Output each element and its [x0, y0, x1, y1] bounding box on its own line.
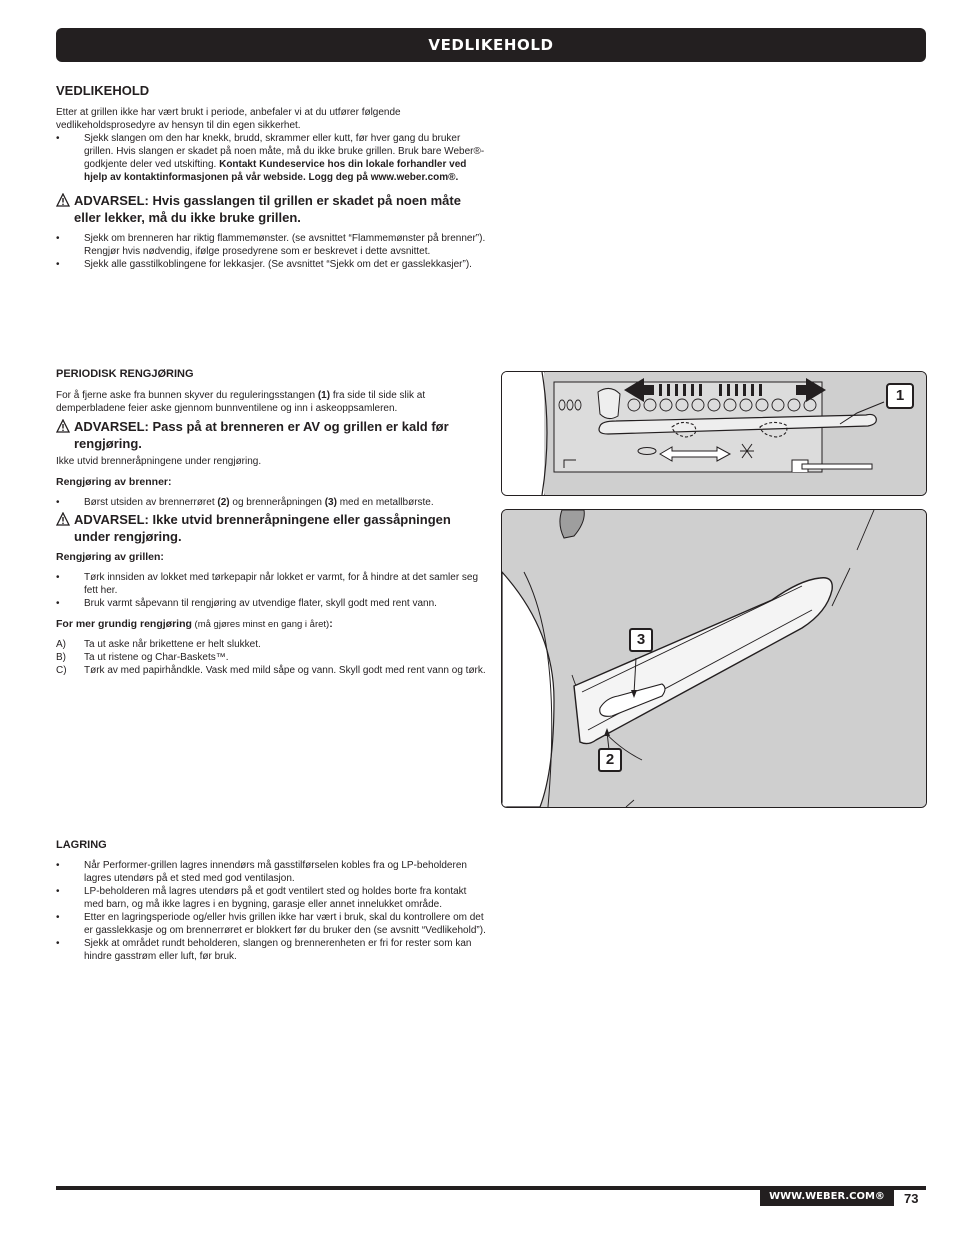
- hose-check-text: Sjekk slangen om den har knekk, brudd, skrammer eller kutt, før hver gang du bruker grillen. Hvis slangen er skadet på noen måte, må du ikke bruke grillen. Bruk bare Weber®-godkjente deler ved utskifting.: [84, 133, 485, 170]
- burner-off-warning-text: ADVARSEL: Pass på at brenneren er AV og grillen er kald før rengjøring.: [74, 419, 449, 451]
- burner-openings-warning: [56, 511, 486, 545]
- ash-sweep-figure: [501, 371, 927, 496]
- burner-openings-note: Ikke utvid brenneråpningene under rengjøring.: [56, 456, 262, 467]
- step-text: Ta ut ristene og Char-Baskets™.: [84, 652, 229, 663]
- section-header-bar: [56, 28, 926, 62]
- thorough-cleaning-steps: [56, 638, 486, 677]
- website-link[interactable]: WWW.WEBER.COM®: [769, 1191, 885, 1202]
- hose-warning-text: ADVARSEL: Hvis gasslangen til grillen er skadet på noen måte eller lekker, må du ikke bruke grillen.: [74, 193, 461, 225]
- grill-cleaning-list: [56, 571, 486, 610]
- list-item: [56, 937, 486, 963]
- list-item-text: Når Performer-grillen lagres innendørs må gasstilførselen kobles fra og LP-beholderen lagres utendørs på et sted med god ventilasjon.: [84, 860, 467, 884]
- warning-icon: [56, 193, 70, 207]
- warning-icon: [56, 419, 70, 433]
- bullet-marker: •: [56, 572, 60, 583]
- step-marker: C): [56, 665, 67, 676]
- bullet-marker: •: [56, 598, 60, 609]
- list-item-text: Børst utsiden av brennerrøret: [84, 497, 218, 508]
- maintenance-list: [56, 232, 486, 271]
- burner-tube-illustration: [502, 510, 926, 807]
- footer-url-box: [760, 1188, 894, 1206]
- list-item: [56, 597, 486, 610]
- burner-cleaning-subheading: Rengjøring av brenner:: [56, 476, 172, 488]
- step-text: Tørk av med papirhåndkle. Vask med mild såpe og vann. Skyll godt med rent vann og tørk.: [84, 665, 486, 676]
- periodic-cleaning-intro: [56, 389, 486, 415]
- maintenance-heading: VEDLIKEHOLD: [56, 83, 150, 98]
- list-item: [56, 859, 486, 885]
- list-item-text: LP-beholderen må lagres utendørs på et godt ventilert sted og holdes borte fra kontakt med barn, og må ikke lagres i en bygning, garasje eller annet innelukket område.: [84, 886, 467, 910]
- bullet-marker: •: [56, 860, 60, 871]
- list-item: [56, 638, 486, 651]
- bullet-marker: •: [56, 233, 60, 244]
- list-item: [56, 664, 486, 677]
- thorough-cleaning-subheading: [56, 618, 486, 630]
- intro-text: fra side til side slik at demperbladene feier aske gjennom bunnventilene og inn i askeoppsamleren.: [56, 390, 426, 414]
- section-title: VEDLIKEHOLD: [428, 36, 554, 54]
- burner-off-warning: [56, 418, 486, 452]
- storage-heading: LAGRING: [56, 839, 107, 851]
- list-item-text: Sjekk om brenneren har riktig flammemønster. (se avsnittet “Flammemønster på brenner”). Rengjør hvis nødvendig, ifølge prosedyrene som er beskrevet i dette avsnittet.: [84, 233, 486, 257]
- intro-text: For å fjerne aske fra bunnen skyver du reguleringsstangen: [56, 390, 318, 401]
- maintenance-section: [56, 83, 486, 271]
- frequency-note: (må gjøres minst en gang i året): [191, 619, 330, 630]
- maintenance-intro: Etter at grillen ikke har vært brukt i periode, anbefaler vi at du utfører følgende vedlikeholdsprosedyre av hensyn til din egen sikkerhet.: [56, 107, 401, 131]
- burner-openings-warning-text: ADVARSEL: Ikke utvid brenneråpningene eller gassåpningen under rengjøring.: [74, 512, 451, 544]
- colon: :: [329, 618, 333, 630]
- step-marker: A): [56, 639, 66, 650]
- periodic-cleaning-heading: PERIODISK RENGJØRING: [56, 368, 194, 380]
- list-item: [56, 571, 486, 597]
- burner-tube-figure: [501, 509, 927, 808]
- list-item: [56, 885, 486, 911]
- step-text: Ta ut aske når brikettene er helt slukket.: [84, 639, 261, 650]
- list-item: [56, 651, 486, 664]
- bullet-marker: •: [56, 497, 60, 508]
- storage-list: [56, 859, 486, 963]
- page-number: 73: [904, 1191, 919, 1206]
- list-item: [56, 496, 486, 509]
- callout-1: 1: [886, 383, 914, 409]
- contact-customer-service-text: Kontakt Kundeservice hos din lokale forhandler ved hjelp av kontaktinformasjonen på vår webside. Logg deg på www.weber.com®.: [84, 159, 467, 183]
- grill-cleaning-subheading: Rengjøring av grillen:: [56, 551, 164, 563]
- bullet-marker: •: [56, 912, 60, 923]
- periodic-cleaning-section: [56, 368, 486, 677]
- callout-2: 2: [598, 748, 622, 772]
- list-item: [56, 911, 486, 937]
- bullet-marker: •: [56, 133, 60, 144]
- bullet-marker: •: [56, 938, 60, 949]
- bullet-marker: •: [56, 886, 60, 897]
- list-item-text: Bruk varmt såpevann til rengjøring av utvendige flater, skyll godt med rent vann.: [84, 598, 437, 609]
- reference-number: (2): [217, 497, 230, 508]
- warning-icon: [56, 512, 70, 526]
- step-marker: B): [56, 652, 66, 663]
- list-item-text: Etter en lagringsperiode og/eller hvis grillen ikke har vært i bruk, skal du kontrollere om det er gasslekkasje og om brennerrøret er blokkert før du bruker den (se avsnitt “Vedlikehold”).: [84, 912, 486, 936]
- reference-number: (1): [317, 390, 331, 401]
- bullet-marker: •: [56, 259, 60, 270]
- storage-section: [56, 839, 486, 963]
- list-item-text: Tørk innsiden av lokket med tørkepapir når lokket er varmt, for å hindre at det samler seg fett her.: [84, 572, 479, 596]
- list-item: [56, 258, 486, 271]
- subheading-text: For mer grundig rengjøring: [56, 618, 192, 630]
- list-item-text: Sjekk alle gasstilkoblingene for lekkasjer. (Se avsnittet “Sjekk om det er gasslekkasjer”).: [84, 259, 472, 270]
- list-item-text: med en metallbørste.: [336, 497, 434, 508]
- list-item-text: Sjekk at området rundt beholderen, slangen og brennerenheten er fri for rester som kan hindre gasstrøm eller luft, før bruk.: [84, 938, 472, 962]
- list-item-text: og brenneråpningen: [229, 497, 325, 508]
- reference-number: (3): [324, 497, 337, 508]
- ash-sweep-illustration: [502, 372, 926, 495]
- list-item: [56, 132, 486, 184]
- callout-3: 3: [629, 628, 653, 652]
- list-item: [56, 232, 486, 258]
- hose-warning: [56, 192, 486, 226]
